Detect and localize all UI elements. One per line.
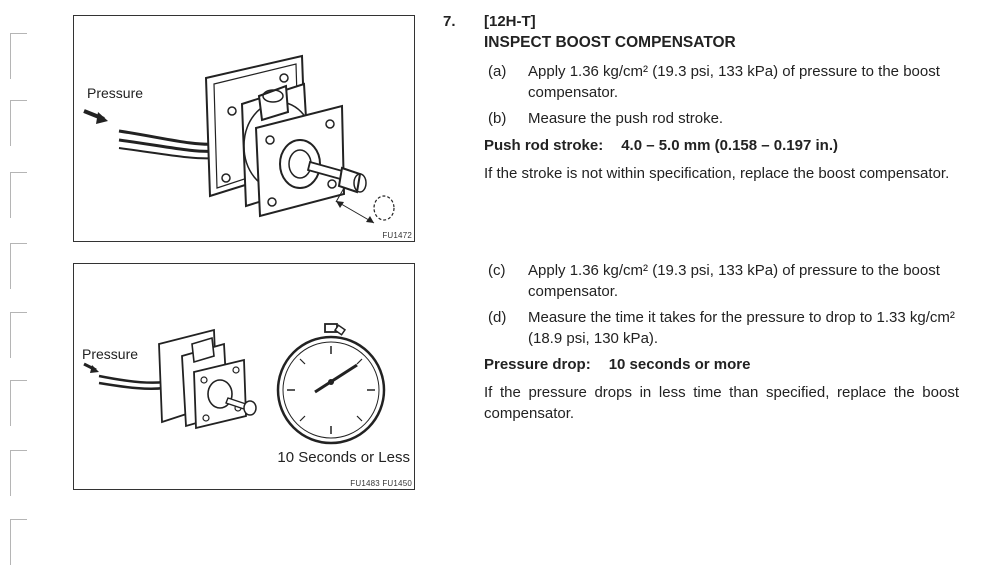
figure-code: FU1483 FU1450 xyxy=(350,479,412,488)
margin-mark xyxy=(10,380,27,426)
step-title: INSPECT BOOST COMPENSATOR xyxy=(484,34,736,51)
margin-mark xyxy=(10,172,27,218)
substep-letter: (a) xyxy=(488,63,507,80)
pressure-drop-spec xyxy=(484,356,750,373)
pressure-label: Pressure xyxy=(82,346,139,362)
substep-letter: (b) xyxy=(488,110,507,127)
pressure-note: If the pressure drops in less time than specified, replace the boost compensator. xyxy=(484,384,959,422)
margin-mark xyxy=(10,243,27,289)
substep-letter: (c) xyxy=(488,262,506,279)
margin-mark xyxy=(10,519,27,565)
margin-mark xyxy=(10,450,27,496)
margin-mark xyxy=(10,100,27,146)
substep-text: Apply 1.36 kg/cm² (19.3 psi, 133 kPa) of pressure to the boost compensator. xyxy=(528,262,940,300)
spec-label: Pressure drop: xyxy=(484,356,591,373)
substep-letter: (d) xyxy=(488,309,507,326)
stroke-note: If the stroke is not within specification, replace the boost compensator. xyxy=(484,165,950,182)
figure-code: FU1472 xyxy=(382,231,412,240)
figure-pressure-drop-test xyxy=(73,263,415,490)
substep-text: Apply 1.36 kg/cm² (19.3 psi, 133 kPa) of pressure to the boost compensator. xyxy=(528,63,940,101)
margin-mark xyxy=(10,33,27,79)
spec-value: 10 seconds or more xyxy=(608,356,751,373)
pressure-label: Pressure xyxy=(87,85,144,101)
substep-text: Measure the push rod stroke. xyxy=(528,110,724,127)
spec-value: 4.0 – 5.0 mm (0.158 – 0.197 in.) xyxy=(621,137,838,154)
push-rod-stroke-spec xyxy=(484,137,838,154)
step-model-tag: [12H-T] xyxy=(484,13,536,30)
substep-text: Measure the time it takes for the pressure to drop to 1.33 kg/cm² (18.9 psi, 130 kPa). xyxy=(528,309,955,347)
boost-compensator-illustration xyxy=(74,16,414,241)
step-number: 7. xyxy=(443,13,456,30)
spec-label: Push rod stroke: xyxy=(484,137,604,154)
margin-mark xyxy=(10,312,27,358)
figure-boost-compensator-stroke xyxy=(73,15,415,242)
time-caption: 10 Seconds or Less xyxy=(277,449,410,466)
